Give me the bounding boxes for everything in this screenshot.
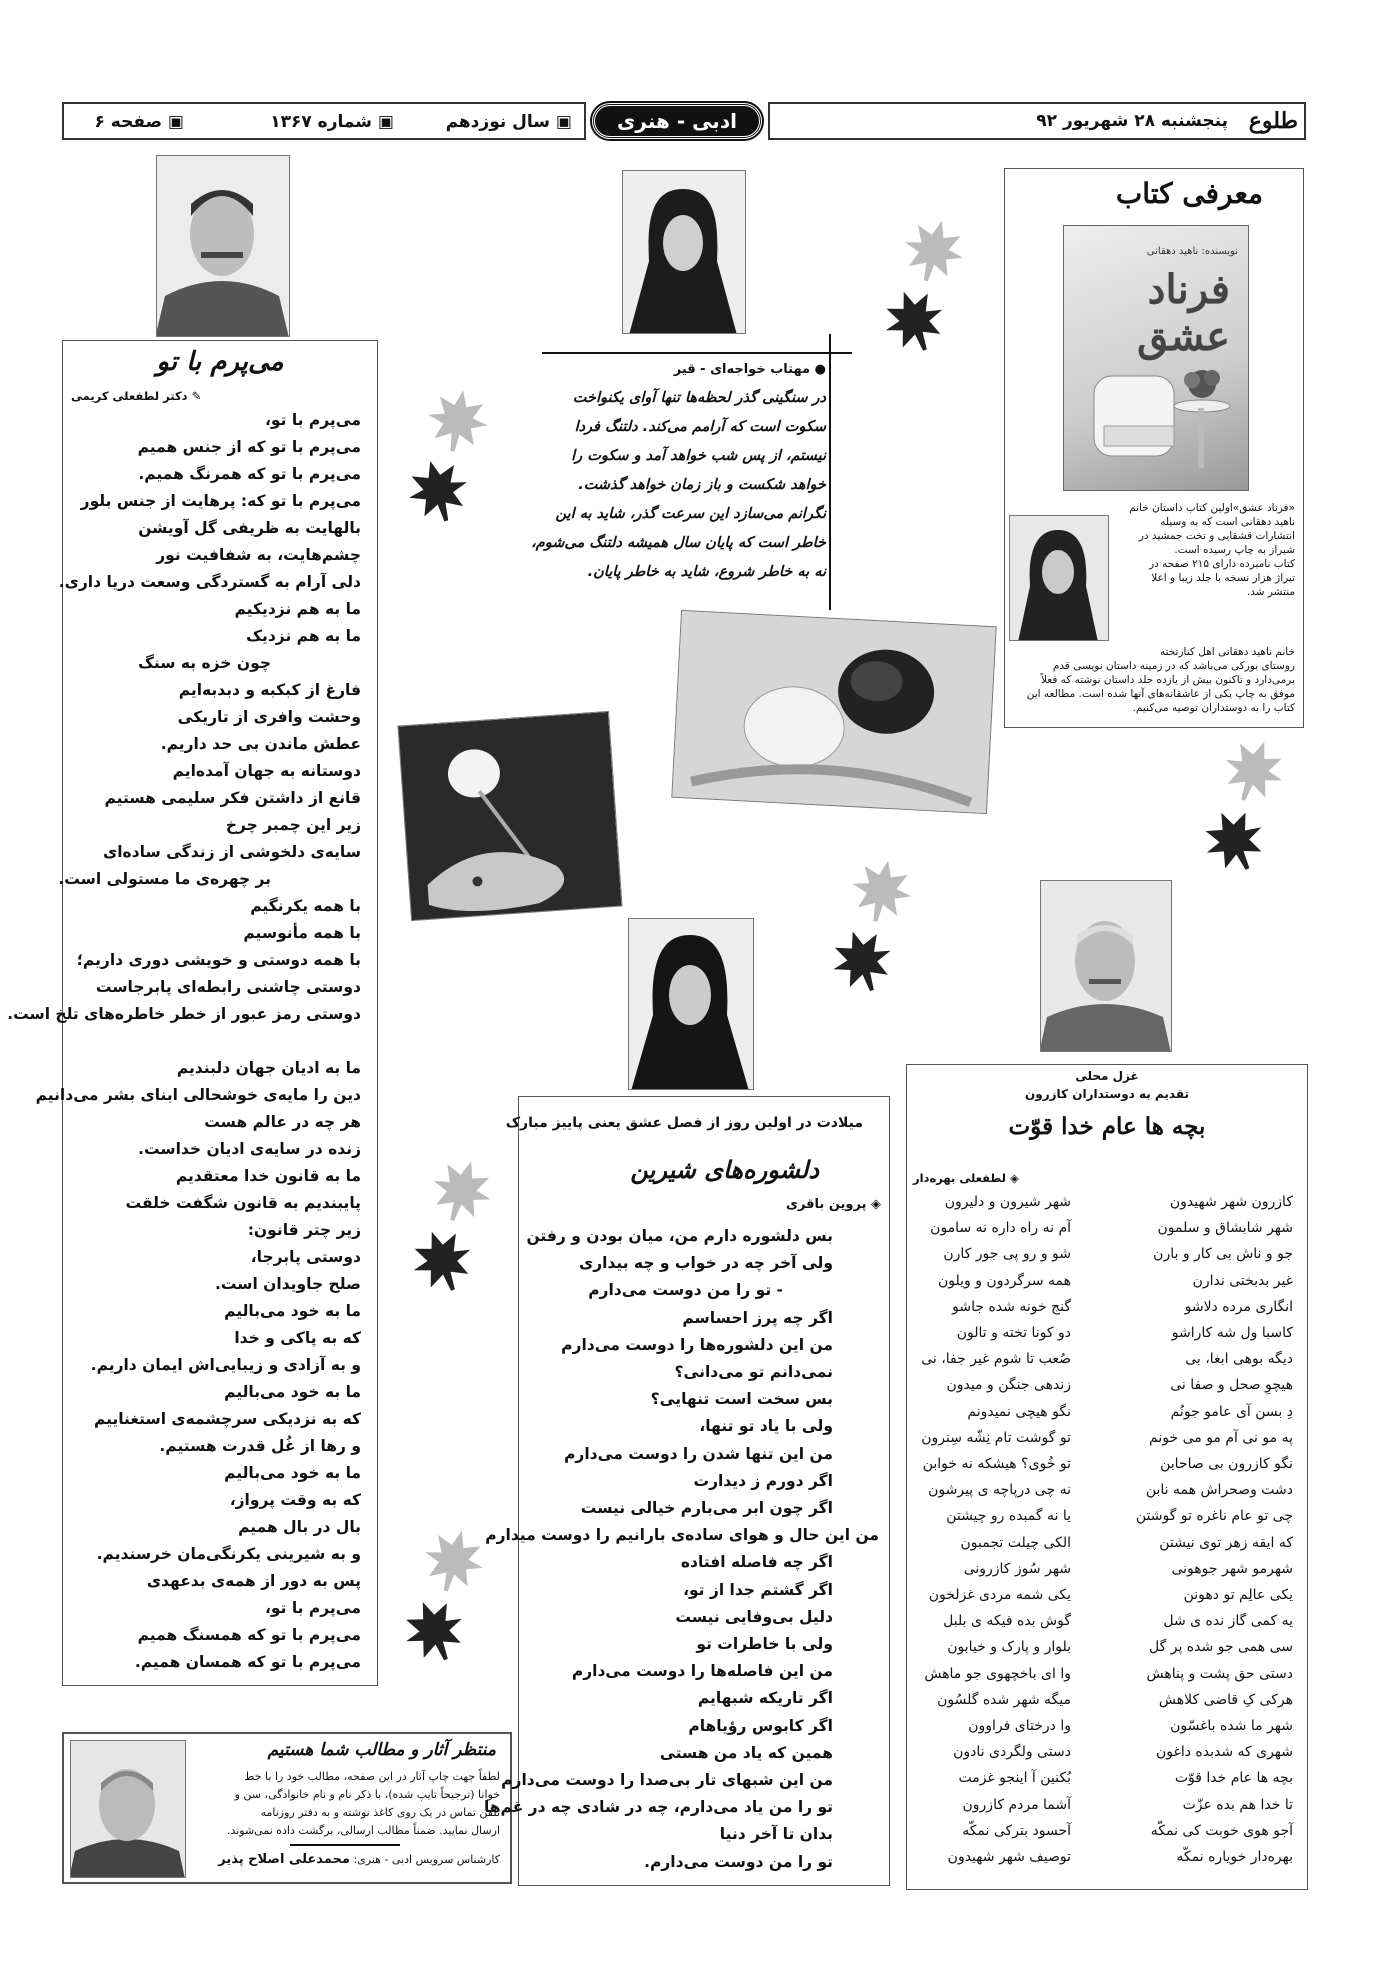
section-label: ادبی - هنری xyxy=(617,109,737,133)
maple-leaf-icon xyxy=(832,860,912,1000)
author-photo-mahtab xyxy=(622,170,746,334)
mahtab-divider-vertical xyxy=(829,334,831,610)
maple-leaf-icon xyxy=(412,1160,492,1300)
notice-box xyxy=(62,1732,512,1884)
dlshoore-poem: بس دلشوره دارم من، میان بودن و رفتن ولی آخر چه در خواب و چه بیداری - تو را من دوست می‌دارم اگر چه پرز احساسم من این دلشوره‌ها را دوست می‌دارم نمی‌دانم تو می‌دانی؟ بس سخت است تنهایی؟ ولی با یاد تو تنها، من این تنها شدن را دوست می‌دارم اگر دورم ز دیدارت اگر چون ابر می‌بارم خیالی نیست من این حال و هوای ساده‌ی بارانیم را دوست میدارم اگر چه فاصله افتاده اگر گشتم جدا از تو، دلیل بی‌وفایی نیست ولی با خاطرات تو من این فاصله‌ها را دوست می‌دارم اگر تاریکه شبهایم اگر کابوس رؤیاهام همین که یاد من هستی من این شبهای تار بی‌صدا را دوست می‌دارم تو را من یاد می‌دارم، چه در شادی چه در غم‌ها بدان تا آخر دنیا تو را من دوست می‌دارم. xyxy=(483,1227,879,1871)
issue-number: ▣ شماره ۱۳۶۷ xyxy=(270,112,394,132)
author-photo-bagheri xyxy=(628,918,754,1090)
dlshoore-author: ◈ پروین باقری xyxy=(786,1197,881,1212)
miparam-author: ✎ دکتر لطفعلی کریمی xyxy=(71,389,202,403)
author-photo-nahid xyxy=(1009,515,1109,641)
miparam-title: می‌پرم با تو xyxy=(156,347,284,377)
dlshoore-title: دلشوره‌های شیرین xyxy=(630,1155,819,1184)
book-intro-para1: «فرناد عشق»اولین کتاب داستان خانم ناهید دهقانی است که به وسیله انتشارات قشقایی و تخت جمشید در شیراز به چاپ رسیده است. کتاب نامبرده دارای ۲۱۵ صفحه در تیراژ هزار نسخه با جلد زیبا و اعلا منتشر شد. xyxy=(1129,502,1295,598)
dlshoore-top-note: میلادت در اولین روز از فصل عشق یعنی پاییز مبارک xyxy=(505,1115,863,1131)
hand-rose-photo xyxy=(397,711,622,921)
maple-leaf-icon xyxy=(404,1530,484,1670)
ghazal-author: ◈ لطفعلی بهره‌دار xyxy=(913,1171,1019,1185)
mahtab-author: ● مهتاب خواجه‌ای - قیر xyxy=(673,362,826,377)
dlshoore-box xyxy=(483,1096,890,1886)
mahtab-text: در سنگینی گذر لحظه‌ها تنها آوای یکنواخت سکوت است که آرامم می‌کند. دلتنگ فردا نیستم، از پس شب خواهد آمد و سکوت را خواهد شکست و باز زمان خواهد گذشت. نگرانم می‌سازد این سرعت گذر، شاید به این خاطر است که پایان سال همیشه دلتنگ می‌شوم، نه به خاطر شروع، شاید به خاطر پایان. xyxy=(531,390,826,580)
mahtab-divider-horizontal xyxy=(542,352,852,354)
header-right-box xyxy=(768,102,1306,140)
ghazal-left-column: شهر شیرون و دلیرون آم نه راه داره نه سامون شو و رو پی جور کارن همه سرگردون و ویلون گنج خونه شده جاشو دو کونا تخته و تالون صُعب تا شوم غیر جفا، نی زندهی جنگن و میدون نگو هیچی نمیدونم تو گوشت تام نِشّه سِنرون تو خُوی؟ هیشکه نه خوابن نه چی درپاچه ی پیرشون یا نه گمبده رو چیشتن الکی چیلت تجمبون شهر سُوز کازرونی یکی شمه مردی غزلخون گوش بده فیکه ی بلبل بلوار و پارک و خیابون وا ای باخچهوی جو ماهش میگه شهر شده گلسُون وا درختای فراوون دستی ولگردی نادون بُکنین آ اینجو غزمت آشما مردم کازرون آحسود بترکی نمکّه توصیف شهر شهیدون xyxy=(921,1194,1071,1866)
book-cover xyxy=(1063,225,1249,491)
book-intro-para2: خانم ناهید دهقانی اهل کنارتخته روستای بورکی می‌باشد که در زمینه داستان نویسی قدم برمی‌دارد و تاکنون بیش از یازده جلد داستان نوشته که فعلاً موفق به چاپ یکی از عاشقانه‌های آنها شده است. مطالعه این کتاب را به دوستداران توصیه می‌کنیم. xyxy=(1026,646,1295,714)
ghazal-label: غزل محلی xyxy=(1075,1069,1139,1083)
ghazal-dedication: تقدیم به دوستداران کازرون xyxy=(1025,1087,1189,1101)
miparam-poem: می‌پرم با تو، می‌پرم با تو که از جنس همیم می‌پرم با تو که همرنگ همیم. می‌پرم با تو که: پرهایت از جنس بلور بالهایت به ظریفی گل آویشن چشم‌هایت، به شفافیت نور دلی آرام به گستردگی وسعت دریا داری. ما به هم نزدیکیم ما به هم نزدیک چون خزه به سنگ فارغ از کبکبه و دبدبه‌ایم وحشت وافری از تاریکی عطش ماندن بی حد داریم. دوستانه به جهان آمده‌ایم قانع از داشتن فکر سلیمی هستیم زیر این چمبر چرخ سایه‌ی دلخوشی از زندگی ساده‌ای بر چهره‌ی ما مستولی است. با همه یکرنگیم با همه مأنوسیم با همه دوستی و خویشی دوری داریم؛ دوستی چاشنی رابطه‌ای پابرجاست دوستی رمز عبور از خطر خاطره‌های تلخ است. ما به ادیان جهان دلبندیم دین را مایه‌ی خوشحالی ابنای بشر می‌دانیم هر چه در عالم هست زنده در سایه‌ی ادیان خداست. ما به قانون خدا معتقدیم پایبندیم به قانون شگفت خلقت زیر چتر قانون: دوستی پابرجا، صلح جاویدان است. ما به خود می‌بالیم که به پاکی و خدا و به آزادی و زیبایی‌اش ایمان داریم. ما به خود می‌بالیم که به نزدیکی سرچشمه‌ی استغناییم و رها از غُل قدرت هستیم. ما به خود می‌بالیم که به وقت پرواز، بال در بال همیم و به شیرینی یکرنگی‌مان خرسندیم. پس به دور از همه‌ی بدعهدی می‌پرم با تو، می‌پرم با تو که همسنگ همیم می‌پرم با تو که همسان همیم. xyxy=(7,411,361,1671)
roses-photo xyxy=(671,610,996,814)
book-cover-chair-image xyxy=(1074,336,1240,486)
notice-divider xyxy=(290,1844,400,1846)
maple-leaf-icon xyxy=(408,390,488,530)
author-photo-karimi xyxy=(156,155,290,337)
newspaper-logo: طلوع xyxy=(1248,108,1298,134)
book-intro-box xyxy=(1004,168,1304,728)
volume-year: ▣ سال نوزدهم xyxy=(445,112,572,132)
miparam-box xyxy=(7,340,378,1686)
author-photo-eslahpazir xyxy=(70,1740,186,1878)
book-cover-title: فرناد عشق xyxy=(1137,266,1230,360)
author-photo-bahredar xyxy=(1040,880,1172,1052)
book-cover-author: نویسنده: ناهید دهقانی xyxy=(1146,246,1238,257)
ghazal-box xyxy=(906,1064,1308,1890)
notice-body: لطفاً جهت چاپ آثار در این صفحه، مطالب خود را با خط خوانا (ترجیحاً تایپ شده)، با ذکر نام و نام خانوادگی، سن و تلفن تماس در یک روی کاغذ نوشته و به دفتر روزنامه ارسال نمایید. ضمناً مطالب ارسالی، برگشت داده نمی‌شوند. xyxy=(226,1770,500,1837)
maple-leaf-icon xyxy=(884,220,964,360)
ghazal-right-column: کازرون شهر شهیدون شهر شابشاق و سلمون جو و ناش بی کار و بارن غیر بدبختی ندارن انگاری مرده دلاشو کاسبا ول شه کاراشو دیگه بوهی ابغا، بی هیچوِ صحل و صفا نی دِ بسن آی عامو جونُم په مو نی آم مو می خونم نگو کازرون بی صاحابن دشت وصحراش همه نابن چی تو عام ناغره تو گوشتن که ایقه زهر توی نیشتن شهرمو شهر جوهونی یکی عالِم تو دهونن یه کمی گاز نده ی شل سی همی جو شده پر گل دستی حق پشت و پناهش هرکی کِ قاضی کلاهش شهر ما شده باغسّون شهری که شدبده داغون بچه ها عام خدا قوّت تا خدا هم بده عزّت آجو هوی خوبت کی نمکّه بهره‌دار خویاره نمکّه xyxy=(1135,1194,1293,1866)
page-number: ▣ صفحه ۶ xyxy=(94,112,184,132)
book-intro-heading: معرفی کتاب xyxy=(1115,177,1263,210)
notice-signature: کارشناس سرویس ادبی - هنری: محمدعلی اصلاح پذیر xyxy=(218,1852,500,1867)
section-badge xyxy=(592,103,762,139)
ghazal-title: بچه ها عام خدا قوّت xyxy=(1008,1113,1206,1140)
header-left-box xyxy=(62,102,586,140)
maple-leaf-icon xyxy=(1204,740,1284,880)
notice-title: منتظر آثار و مطالب شما هستیم xyxy=(267,1740,496,1760)
issue-date: پنجشنبه ۲۸ شهریور ۹۲ xyxy=(1036,111,1228,131)
